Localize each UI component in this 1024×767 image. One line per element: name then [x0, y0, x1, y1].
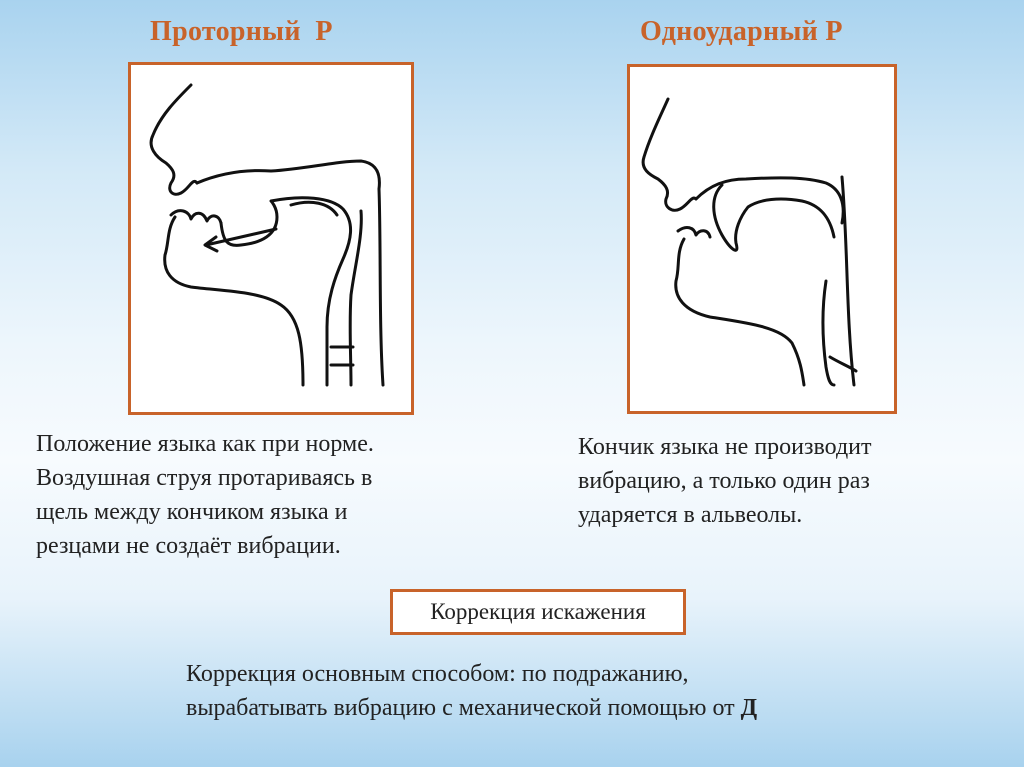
correction-line-2 [186, 691, 906, 725]
correction-heading-box: Коррекция искажения [390, 589, 686, 635]
description-line: Воздушная струя протариваясь в [36, 465, 373, 491]
description-line: резцами не создаёт вибрации. [36, 533, 341, 559]
correction-letter-d: Д [740, 695, 758, 721]
pharynx [350, 211, 361, 385]
tongue-tip [714, 185, 834, 250]
correction-description [186, 657, 906, 725]
chin-jaw [165, 217, 303, 385]
chin-jaw [676, 239, 804, 385]
heading-odnoudarnyi-r: Одноударный Р [640, 16, 843, 47]
description-line: ударяется в альвеолы. [578, 502, 803, 528]
pharynx [823, 281, 834, 385]
articulation-sketch-protornyi [131, 65, 411, 412]
protornyi-r-diagram [128, 62, 414, 415]
description-line: Кончик языка не производит [578, 434, 872, 460]
face-profile [643, 99, 696, 210]
articulation-sketch-odnoudarnyi [630, 67, 894, 411]
description-line: Положение языка как при норме. [36, 431, 374, 457]
face-profile [151, 85, 197, 194]
correction-line-2-text: вырабатывать вибрацию с механической помощью от [186, 695, 741, 721]
odnoudarnyi-r-diagram [627, 64, 897, 414]
correction-line-1: Коррекция основным способом: по подражанию, [186, 661, 689, 687]
description-odnoudarnyi [578, 430, 978, 532]
description-line: вибрацию, а только один раз [578, 468, 870, 494]
upper-palate [197, 161, 379, 189]
lower-lip [678, 228, 710, 237]
heading-protornyi-r: Проторный Р [150, 16, 333, 47]
description-line: щель между кончиком языка и [36, 499, 348, 525]
lower-lip [171, 211, 221, 223]
description-protornyi [36, 427, 466, 563]
